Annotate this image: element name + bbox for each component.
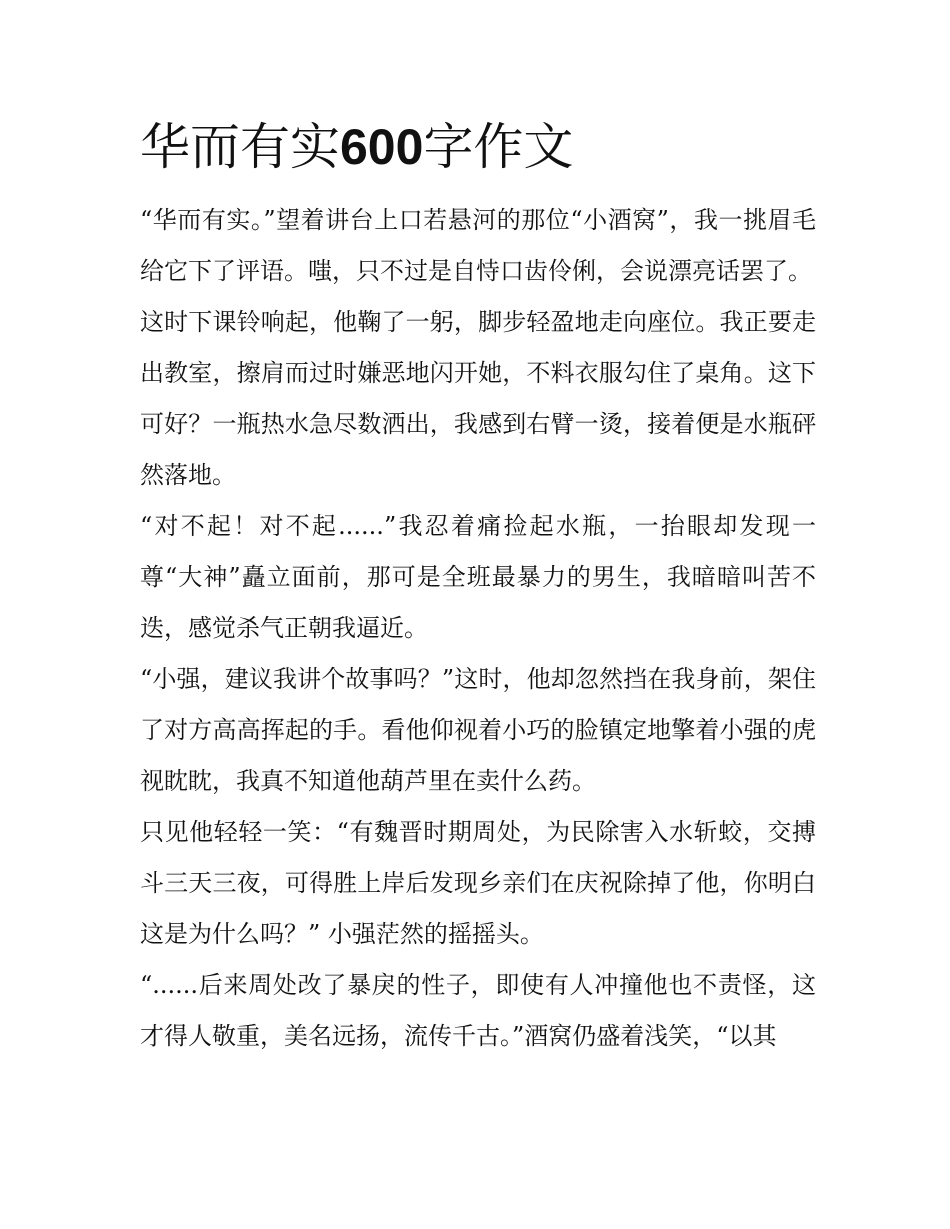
title-part-1: 华而有实: [140, 119, 340, 175]
title-number: 600: [340, 119, 424, 175]
paragraph-4: “小强，建议我讲个故事吗？”这时，他却忽然挡在我身前，架住了对方高高挥起的手。看他仰视着小巧的脸镇定地擎着小强的虎视眈眈，我真不知道他葫芦里在卖什么药。: [140, 665, 816, 795]
paragraph-5: 只见他轻轻一笑：“有魏晋时期周处，为民除害入水斩蛟，交搏斗三天三夜，可得胜上岸后发现乡亲们在庆祝除掉了他，你明白这是为什么吗？” 小强茫然的摇摇头。: [140, 818, 816, 948]
paragraph-6: “......后来周处改了暴戾的性子，即使有人冲撞他也不责怪，这才得人敬重，美名远扬，流传千古。”酒窝仍盛着浅笑，“以其: [140, 971, 816, 1050]
paragraph-3: “对不起！对不起......”我忍着痛捡起水瓶，一抬眼却发现一尊“大神”矗立面前，那可是全班最暴力的男生，我暗暗叫苦不迭，感觉杀气正朝我逼近。: [140, 512, 816, 642]
paragraph-1: “华而有实。”望着讲台上口若悬河的那位“小酒窝”，我一挑眉毛给它下了评语。嗤，只不过是自恃口齿伶俐，会说漂亮话罢了。: [140, 206, 816, 285]
essay-body: [140, 195, 816, 1062]
paragraph-2: 这时下课铃响起，他鞠了一躬，脚步轻盈地走向座位。我正要走出教室，擦肩而过时嫌恶地闪开她，不料衣服勾住了桌角。这下可好？一瓶热水急尽数洒出，我感到右臂一烫，接着便是水瓶砰然落地。: [140, 308, 816, 489]
title-part-2: 字作文: [423, 119, 574, 175]
document-title: [140, 112, 573, 182]
